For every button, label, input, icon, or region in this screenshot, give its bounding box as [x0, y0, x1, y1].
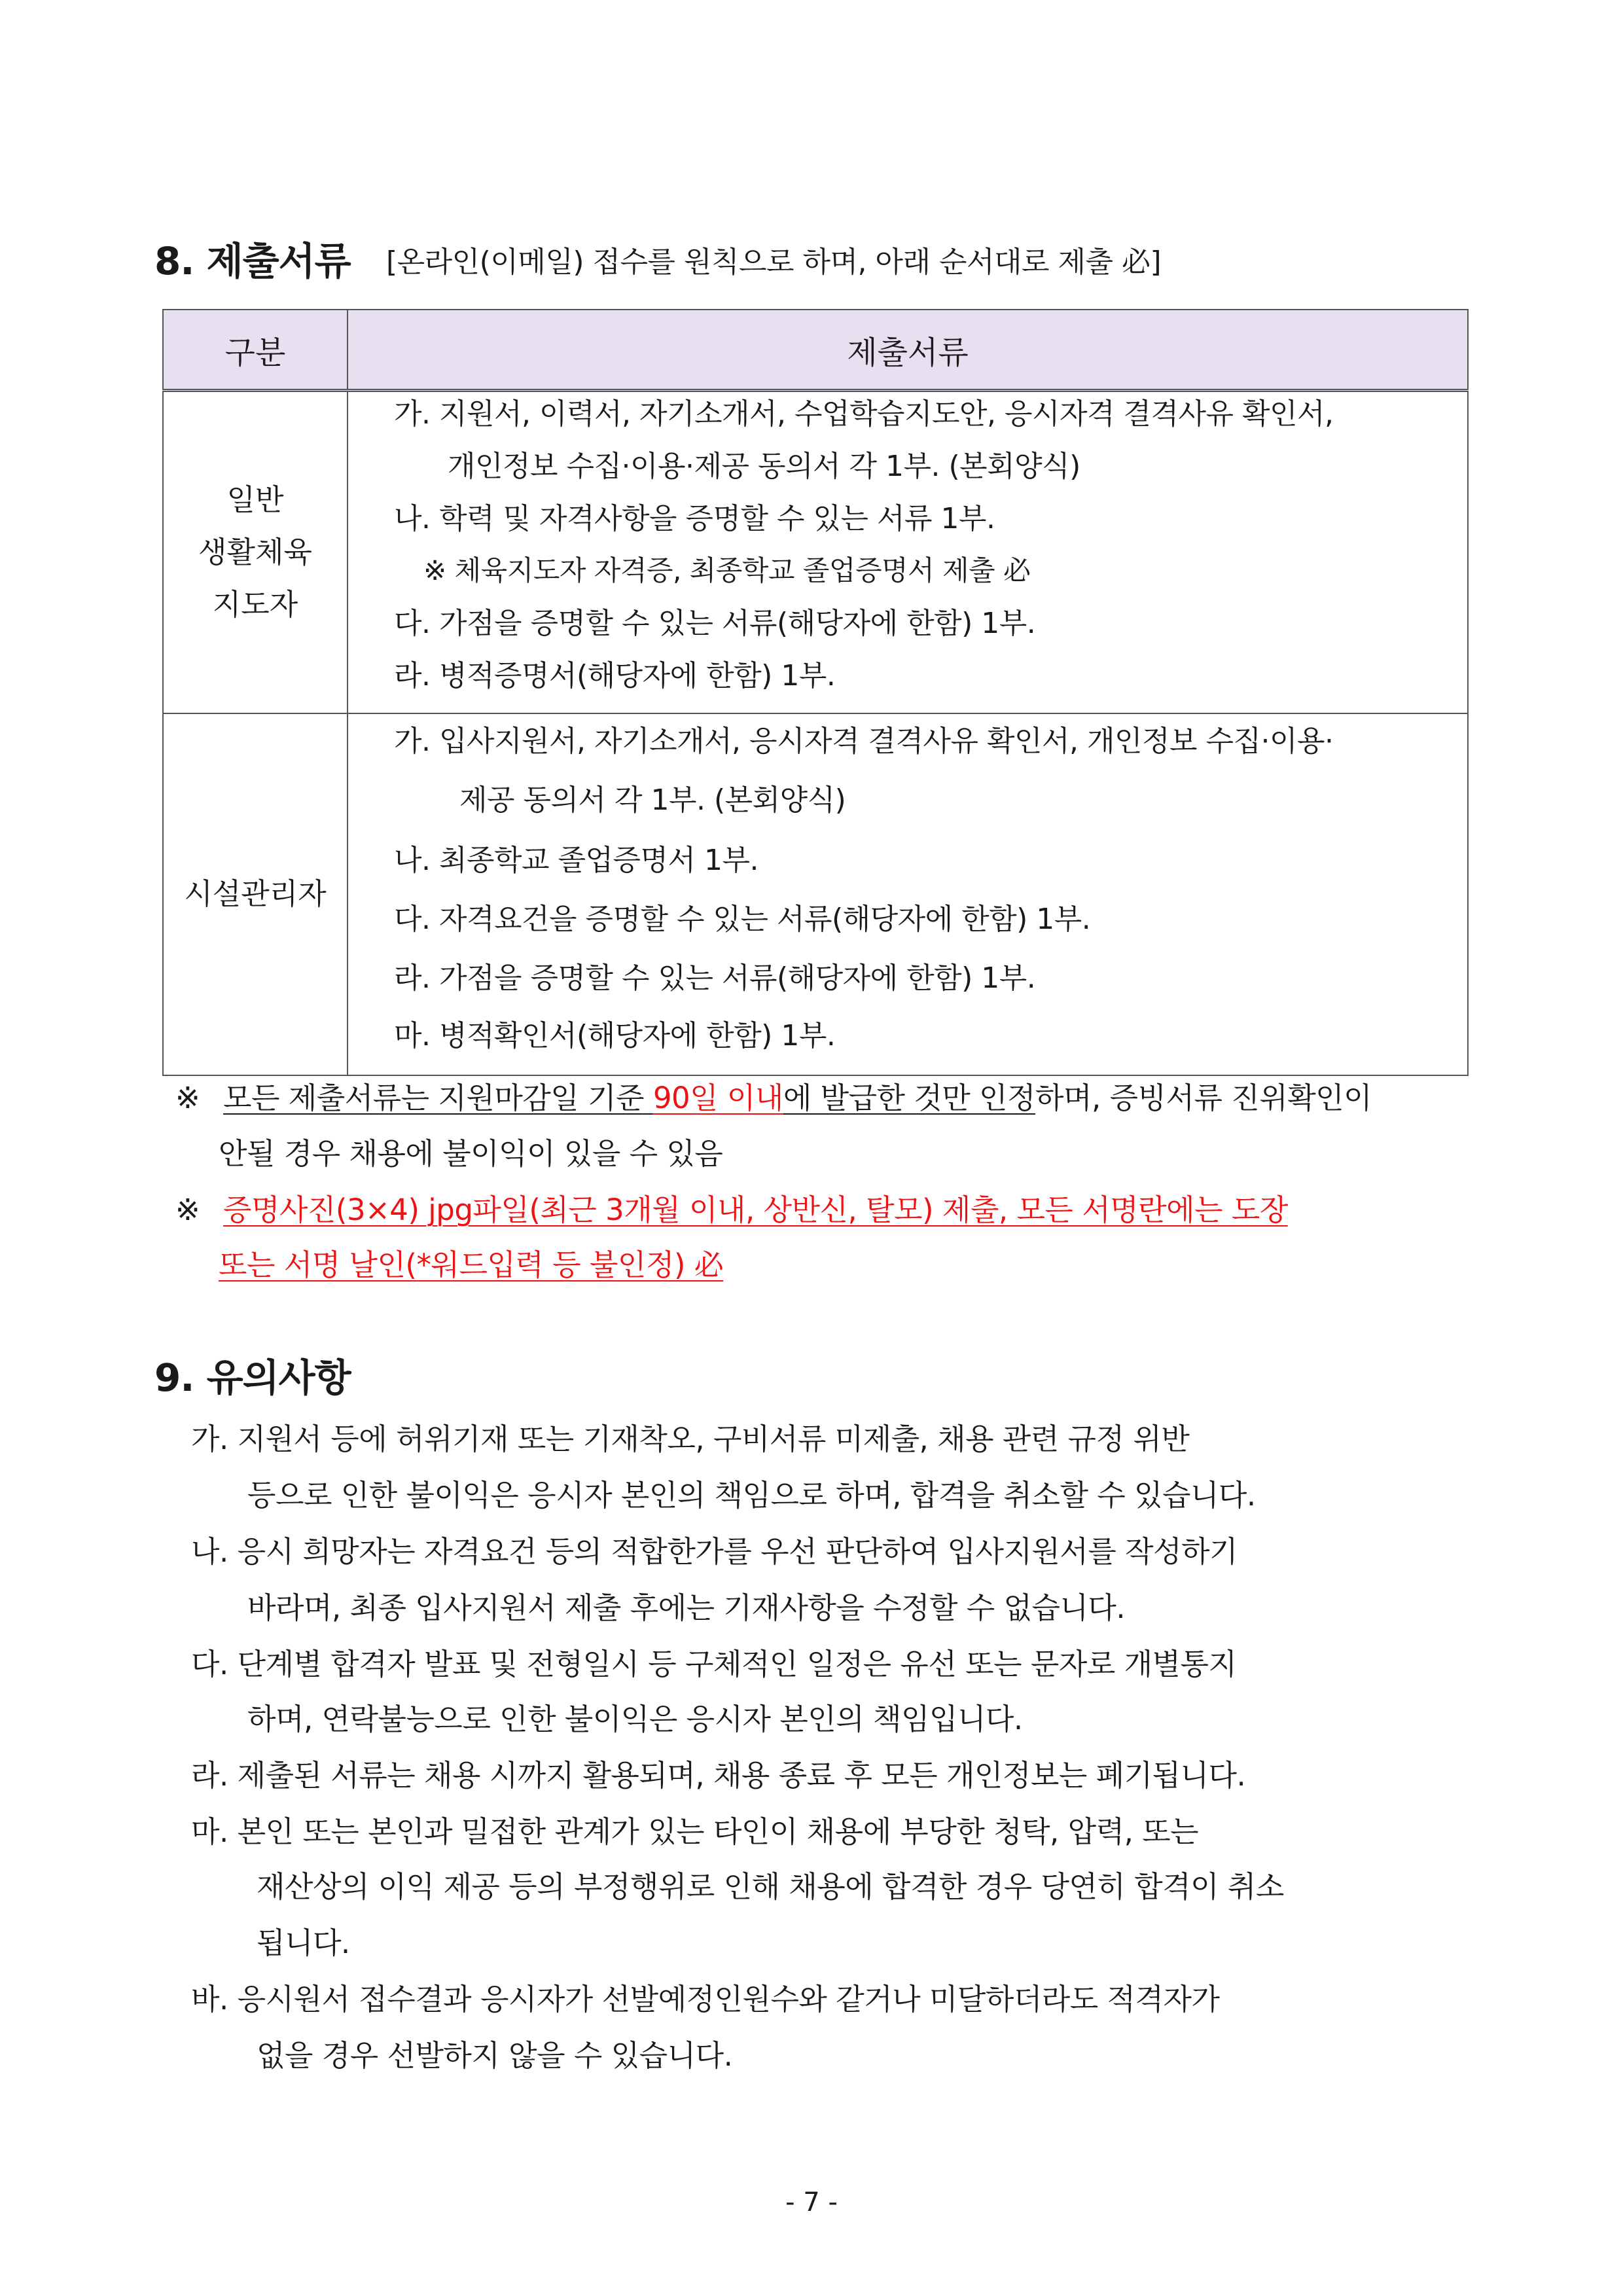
notice-line: 바라며, 최종 입사지원서 제출 후에는 기재사항을 수정할 수 없습니다. — [247, 1590, 1126, 1625]
category-line: 생활체육 — [198, 534, 312, 569]
category-line: 일반 — [226, 482, 284, 517]
list-item: 마. 병적확인서(해당자에 한함) 1부. — [394, 1018, 836, 1052]
section-9-number: 9. — [154, 1355, 194, 1400]
category-cell-general-coach — [163, 391, 348, 713]
list-item: 제공 동의서 각 1부. (본회양식) — [459, 783, 846, 817]
notice-line: 됩니다. — [257, 1926, 350, 1960]
category-line: 지도자 — [212, 586, 298, 622]
documents-cell — [348, 391, 1468, 713]
note-2-line-2: 또는 서명 날인(*워드입력 등 불인정) 必 — [219, 1247, 724, 1282]
documents-table — [162, 309, 1469, 1076]
section-9-heading — [154, 1347, 351, 1402]
list-item: 라. 가점을 증명할 수 있는 서류(해당자에 한함) 1부. — [394, 961, 1036, 995]
section-8-number: 8. — [154, 239, 194, 283]
list-item: 라. 병적증명서(해당자에 한함) 1부. — [394, 659, 836, 692]
notice-line: 바. 응시원서 접수결과 응시자가 선발예정인원수와 같거나 미달하더라도 적격자가 — [191, 1982, 1220, 2017]
notice-line: 라. 제출된 서류는 채용 시까지 활용되며, 채용 종료 후 모든 개인정보는 폐기됩니다. — [191, 1758, 1246, 1793]
list-item: 다. 자격요건을 증명할 수 있는 서류(해당자에 한함) 1부. — [394, 902, 1091, 936]
note-2-line-1 — [175, 1195, 1288, 1225]
note-2-text: 증명사진(3×4) jpg파일(최근 3개월 이내, 상반신, 탈모) 제출, 모든 서명란에는 도장 — [223, 1193, 1288, 1227]
note-mark: ※ — [175, 1081, 200, 1115]
notice-line: 재산상의 이익 제공 등의 부정행위로 인해 채용에 합격한 경우 당연히 합격이 취소 — [257, 1869, 1284, 1904]
list-item: 개인정보 수집·이용·제공 동의서 각 1부. (본회양식) — [448, 450, 1080, 483]
list-item: 가. 입사지원서, 자기소개서, 응시자격 결격사유 확인서, 개인정보 수집·이용· — [394, 724, 1334, 758]
table-row — [163, 391, 1468, 713]
notice-line: 등으로 인한 불이익은 응시자 본인의 책임으로 하며, 합격을 취소할 수 있습니다. — [247, 1478, 1256, 1513]
notice-line: 나. 응시 희망자는 자격요건 등의 적합한가를 우선 판단하여 입사지원서를 작성하기 — [191, 1534, 1238, 1569]
notice-line: 하며, 연락불능으로 인한 불이익은 응시자 본인의 책임입니다. — [247, 1702, 1023, 1736]
note-1-text-a: 모든 제출서류는 지원마감일 기준 — [223, 1081, 653, 1115]
page-number: - 7 - — [785, 2187, 838, 2217]
note-1-line-1 — [175, 1083, 1372, 1113]
note-mark: ※ — [175, 1193, 200, 1227]
category-cell-facility-manager — [163, 713, 348, 1075]
note-1-highlight: 90일 이내 — [652, 1081, 783, 1115]
notice-line: 없을 경우 선발하지 않을 수 있습니다. — [257, 2038, 733, 2073]
note-1-line-2: 안될 경우 채용에 불이익이 있을 수 있음 — [219, 1136, 723, 1171]
list-item: 다. 가점을 증명할 수 있는 서류(해당자에 한함) 1부. — [394, 607, 1036, 640]
list-item: 가. 지원서, 이력서, 자기소개서, 수업학습지도안, 응시자격 결격사유 확인서, — [394, 397, 1334, 431]
section-9-title: 유의사항 — [206, 1355, 351, 1400]
note-1-text-d: 하며, 증빙서류 진위확인이 — [1035, 1081, 1372, 1115]
notice-line: 가. 지원서 등에 허위기재 또는 기재착오, 구비서류 미제출, 채용 관련 규정 위반 — [191, 1422, 1190, 1456]
list-item: 나. 최종학교 졸업증명서 1부. — [394, 843, 758, 877]
notice-line: 다. 단계별 합격자 발표 및 전형일시 등 구체적인 일정은 유선 또는 문자로 개별통지 — [191, 1647, 1237, 1681]
section-8-subtitle: [온라인(이메일) 접수를 원칙으로 하며, 아래 순서대로 제출 必] — [386, 245, 1162, 279]
note-1-text-c: 에 발급한 것만 인정 — [783, 1081, 1036, 1115]
header-category: 구분 — [163, 310, 348, 391]
list-item: ※ 체육지도자 자격증, 최종학교 졸업증명서 제출 必 — [423, 554, 1031, 586]
section-8-heading — [154, 230, 351, 285]
documents-cell — [348, 713, 1468, 1075]
notice-line: 마. 본인 또는 본인과 밀접한 관계가 있는 타인이 채용에 부당한 청탁, 압력, 또는 — [191, 1814, 1199, 1849]
header-documents: 제출서류 — [348, 310, 1468, 391]
table-row — [163, 713, 1468, 1075]
category-line: 시설관리자 — [184, 876, 327, 911]
list-item: 나. 학력 및 자격사항을 증명할 수 있는 서류 1부. — [394, 502, 995, 535]
table-header-row — [163, 310, 1468, 391]
section-8-title: 제출서류 — [206, 239, 351, 283]
